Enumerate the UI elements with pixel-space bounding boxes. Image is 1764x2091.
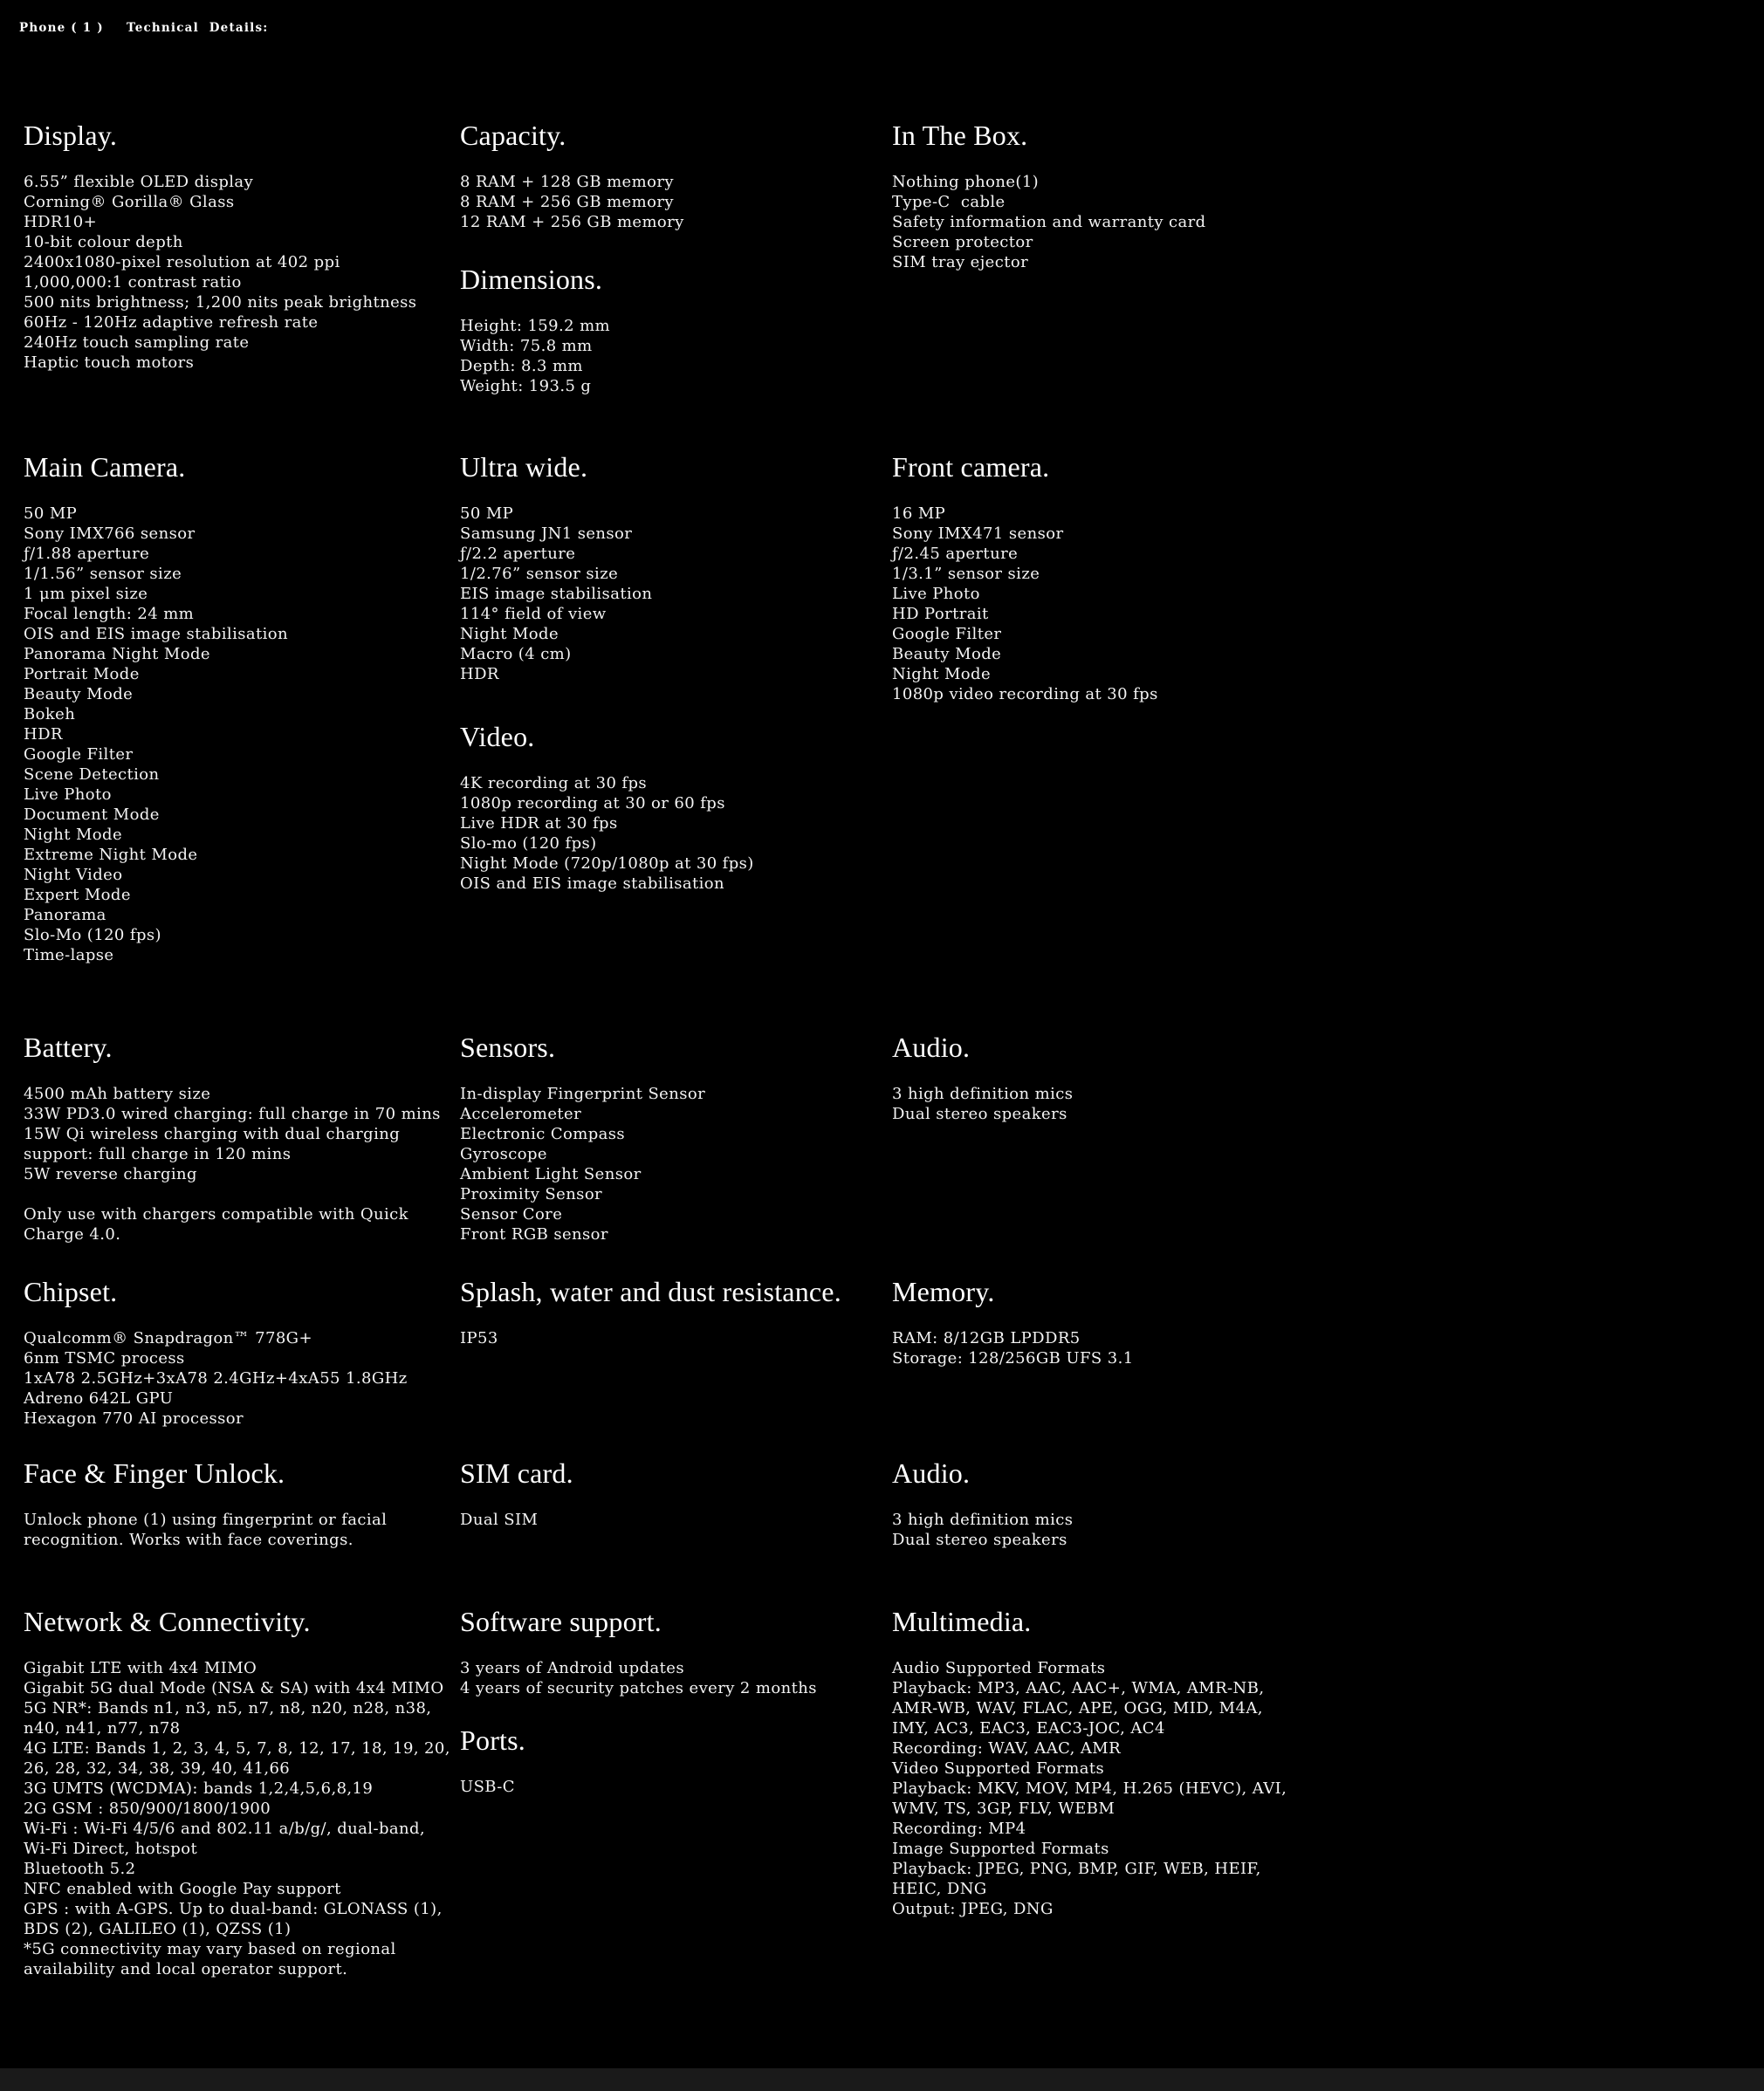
spec-line: Night Mode — [460, 625, 559, 643]
spec-line: Scene Detection — [24, 765, 160, 784]
spec-line: Sony IMX766 sensor — [24, 524, 196, 543]
section-title: Front camera. — [892, 451, 1050, 483]
section-video — [460, 721, 870, 894]
section-chipset — [24, 1276, 451, 1429]
spec-line: Extreme Night Mode — [24, 846, 198, 864]
spec-line: Accelerometer — [460, 1105, 582, 1123]
spec-line: NFC enabled with Google Pay support — [24, 1880, 341, 1898]
spec-line: Type-C cable — [892, 193, 1006, 211]
spec-line: 60Hz - 120Hz adaptive refresh rate — [24, 313, 319, 332]
spec-list — [460, 504, 870, 684]
spec-line: Hexagon 770 AI processor — [24, 1409, 244, 1428]
spec-line: 1/3.1” sensor size — [892, 565, 1040, 583]
spec-list — [460, 1510, 870, 1530]
spec-line: 2400x1080-pixel resolution at 402 ppi — [24, 253, 340, 271]
spec-line: 1080p recording at 30 or 60 fps — [460, 794, 725, 812]
section-title: Audio. — [892, 1032, 971, 1063]
spec-list — [460, 1084, 870, 1244]
spec-line: Panorama — [24, 906, 106, 924]
spec-line: 1xA78 2.5GHz+3xA78 2.4GHz+4xA55 1.8GHz — [24, 1369, 408, 1388]
spec-line: Slo-Mo (120 fps) — [24, 926, 161, 944]
section-ultra-wide — [460, 451, 870, 684]
spec-line: Height: 159.2 mm — [460, 317, 611, 335]
spec-line: Expert Mode — [24, 886, 131, 904]
spec-list — [24, 1328, 451, 1429]
spec-line: EIS image stabilisation — [460, 585, 653, 603]
section-title: In The Box. — [892, 120, 1028, 151]
section-title: Main Camera. — [24, 451, 186, 483]
spec-line: 10-bit colour depth — [24, 233, 183, 251]
spec-list — [892, 1084, 1304, 1124]
spec-line: Time-lapse — [24, 946, 114, 964]
spec-line: Recording: WAV, AAC, AMR — [892, 1739, 1122, 1758]
section-dimensions — [460, 264, 870, 396]
spec-list — [460, 1777, 870, 1797]
spec-list — [460, 773, 870, 894]
spec-line: Gigabit LTE with 4x4 MIMO — [24, 1659, 257, 1677]
spec-line: Output: JPEG, DNG — [892, 1900, 1054, 1918]
spec-line: *5G connectivity may vary based on regional availability and local operator support. — [24, 1940, 402, 1978]
spec-line: Qualcomm® Snapdragon™ 778G+ — [24, 1329, 312, 1347]
spec-line: Image Supported Formats — [892, 1840, 1109, 1858]
spec-line: Samsung JN1 sensor — [460, 524, 633, 543]
section-face-finger-unlock — [24, 1457, 451, 1550]
battery-note: Only use with chargers compatible with Quick Charge 4.0. — [24, 1205, 415, 1244]
spec-line: Slo-mo (120 fps) — [460, 834, 597, 853]
section-title: Audio. — [892, 1457, 971, 1489]
spec-list — [892, 172, 1304, 272]
section-in-the-box — [892, 120, 1304, 272]
spec-line: Google Filter — [892, 625, 1002, 643]
header-brand: Phone ( 1 ) — [19, 21, 104, 35]
spec-line: 1 μm pixel size — [24, 585, 148, 603]
spec-list — [460, 172, 870, 232]
spec-line: 3 high definition mics — [892, 1085, 1074, 1103]
spec-line: 50 MP — [24, 504, 78, 523]
spec-line: Nothing phone(1) — [892, 173, 1040, 191]
spec-line: Sensor Core — [460, 1205, 563, 1224]
section-multimedia — [892, 1606, 1304, 1919]
spec-line: 16 MP — [892, 504, 946, 523]
section-display — [24, 120, 451, 373]
spec-line: Playback: JPEG, PNG, BMP, GIF, WEB, HEIF, HEIC, DNG — [892, 1860, 1266, 1898]
spec-line: Portrait Mode — [24, 665, 140, 683]
spec-list — [460, 1658, 870, 1698]
spec-line: Ambient Light Sensor — [460, 1165, 642, 1183]
spec-line: Night Mode (720p/1080p at 30 fps) — [460, 854, 754, 873]
spec-line: Dual stereo speakers — [892, 1105, 1067, 1123]
spec-list — [24, 504, 451, 965]
section-title: Chipset. — [24, 1276, 118, 1307]
spec-line: Bluetooth 5.2 — [24, 1860, 136, 1878]
section-sim-card — [460, 1457, 870, 1530]
spec-line: 6.55” flexible OLED display — [24, 173, 254, 191]
spec-line: ƒ/1.88 aperture — [24, 545, 150, 563]
spec-line: 500 nits brightness; 1,200 nits peak brightness — [24, 293, 417, 312]
spec-line: Google Filter — [24, 745, 134, 764]
section-title: Video. — [460, 721, 535, 752]
spec-line: Depth: 8.3 mm — [460, 357, 583, 375]
section-title: SIM card. — [460, 1457, 573, 1489]
spec-line: IP53 — [460, 1329, 498, 1347]
spec-list — [892, 1510, 1304, 1550]
spec-line: Storage: 128/256GB UFS 3.1 — [892, 1349, 1134, 1368]
section-audio-1 — [892, 1032, 1304, 1124]
spec-line: HD Portrait — [892, 605, 989, 623]
section-title: Software support. — [460, 1606, 662, 1637]
spec-line: Electronic Compass — [460, 1125, 626, 1143]
spec-line: Front RGB sensor — [460, 1225, 608, 1244]
spec-line: Dual SIM — [460, 1511, 539, 1529]
spec-line: 33W PD3.0 wired charging: full charge in 70 mins — [24, 1105, 441, 1123]
spec-line: 3 years of Android updates — [460, 1659, 684, 1677]
spec-line: 114° field of view — [460, 605, 607, 623]
spec-line: 2G GSM : 850/900/1800/1900 — [24, 1800, 271, 1818]
section-title: Memory. — [892, 1276, 995, 1307]
spec-line: 4 years of security patches every 2 months — [460, 1679, 817, 1697]
section-software-support — [460, 1606, 870, 1698]
spec-list — [24, 172, 451, 373]
section-ports — [460, 1724, 870, 1797]
spec-line: Beauty Mode — [24, 685, 134, 703]
spec-line: 4G LTE: Bands 1, 2, 3, 4, 5, 7, 8, 12, 17, 18, 19, 20, 26, 28, 32, 34, 38, 39, 40, 41,66 — [24, 1739, 456, 1778]
section-memory — [892, 1276, 1304, 1368]
spec-line: 1/2.76” sensor size — [460, 565, 619, 583]
spec-line: Proximity Sensor — [460, 1185, 603, 1203]
spec-list — [460, 316, 870, 396]
section-title: Splash, water and dust resistance. — [460, 1276, 841, 1307]
spec-line: 1,000,000:1 contrast ratio — [24, 273, 242, 291]
spec-line: 5W reverse charging — [24, 1165, 197, 1183]
section-title: Face & Finger Unlock. — [24, 1457, 285, 1489]
spec-line: SIM tray ejector — [892, 253, 1029, 271]
spec-line: 50 MP — [460, 504, 514, 523]
spec-line: Beauty Mode — [892, 645, 1002, 663]
spec-line: Gyroscope — [460, 1145, 547, 1163]
spec-list — [892, 1658, 1304, 1919]
spec-line: Live Photo — [24, 785, 112, 804]
spec-line: Playback: MKV, MOV, MP4, H.265 (HEVC), AVI, WMV, TS, 3GP, FLV, WEBM — [892, 1779, 1293, 1818]
section-battery — [24, 1032, 451, 1244]
spec-list — [892, 1328, 1304, 1368]
spec-line: 15W Qi wireless charging with dual charging support: full charge in 120 mins — [24, 1125, 406, 1163]
spec-line: 4500 mAh battery size — [24, 1085, 211, 1103]
spec-line: HDR — [460, 665, 499, 683]
section-audio-2 — [892, 1457, 1304, 1550]
section-sensors — [460, 1032, 870, 1244]
spec-line: 1/1.56” sensor size — [24, 565, 182, 583]
spec-line: Playback: MP3, AAC, AAC+, WMA, AMR-NB, AMR-WB, WAV, FLAC, APE, OGG, MID, M4A, IMY, AC3, EAC3, EAC3-JOC, AC4 — [892, 1679, 1270, 1738]
spec-line: Night Video — [24, 866, 123, 884]
spec-line: 6nm TSMC process — [24, 1349, 185, 1368]
section-front-camera — [892, 451, 1304, 704]
section-title: Ultra wide. — [460, 451, 588, 483]
section-title: Battery. — [24, 1032, 113, 1063]
spec-list — [24, 1084, 451, 1184]
spec-line: 8 RAM + 128 GB memory — [460, 173, 674, 191]
section-title: Multimedia. — [892, 1606, 1032, 1637]
spec-list — [460, 1328, 879, 1348]
spec-line: Screen protector — [892, 233, 1033, 251]
section-main-camera — [24, 451, 451, 965]
spec-line: Recording: MP4 — [892, 1820, 1026, 1838]
spec-line: HDR — [24, 725, 63, 744]
spec-line: Corning® Gorilla® Glass — [24, 193, 235, 211]
section-title: Ports. — [460, 1724, 525, 1756]
footer-bar — [0, 2068, 1764, 2091]
spec-line: 4K recording at 30 fps — [460, 774, 648, 792]
spec-line: GPS : with A-GPS. Up to dual-band: GLONASS (1), BDS (2), GALILEO (1), QZSS (1) — [24, 1900, 448, 1938]
spec-line: 8 RAM + 256 GB memory — [460, 193, 674, 211]
spec-line: Adreno 642L GPU — [24, 1389, 174, 1408]
spec-line: Night Mode — [892, 665, 992, 683]
spec-line: Panorama Night Mode — [24, 645, 210, 663]
spec-line: OIS and EIS image stabilisation — [460, 874, 725, 893]
spec-line: RAM: 8/12GB LPDDR5 — [892, 1329, 1081, 1347]
spec-line: Sony IMX471 sensor — [892, 524, 1064, 543]
spec-line: Macro (4 cm) — [460, 645, 572, 663]
spec-line: USB-C — [460, 1778, 515, 1796]
spec-line: Night Mode — [24, 826, 123, 844]
spec-line: Document Mode — [24, 806, 160, 824]
section-title: Network & Connectivity. — [24, 1606, 311, 1637]
spec-line: Width: 75.8 mm — [460, 337, 593, 355]
spec-line: Haptic touch motors — [24, 353, 195, 372]
spec-line: OIS and EIS image stabilisation — [24, 625, 289, 643]
spec-line: HDR10+ — [24, 213, 98, 231]
section-title: Capacity. — [460, 120, 566, 151]
spec-line: Live HDR at 30 fps — [460, 814, 618, 833]
spec-line: Gigabit 5G dual Mode (NSA & SA) with 4x4 MIMO — [24, 1679, 444, 1697]
spec-line: 3 high definition mics — [892, 1511, 1074, 1529]
spec-line: Wi-Fi : Wi-Fi 4/5/6 and 802.11 a/b/g/, dual-band, Wi-Fi Direct, hotspot — [24, 1820, 431, 1858]
spec-list — [892, 504, 1304, 704]
section-network-connectivity — [24, 1606, 456, 1979]
spec-line: Unlock phone (1) using fingerprint or facial recognition. Works with face coverings. — [24, 1511, 393, 1549]
section-title: Display. — [24, 120, 118, 151]
spec-list — [24, 1658, 456, 1979]
section-title: Dimensions. — [460, 264, 603, 295]
spec-line: 5G NR*: Bands n1, n3, n5, n7, n8, n20, n28, n38, n40, n41, n77, n78 — [24, 1699, 437, 1738]
spec-line: Dual stereo speakers — [892, 1531, 1067, 1549]
spec-line: Bokeh — [24, 705, 76, 723]
spec-list — [24, 1510, 451, 1550]
spec-line: 3G UMTS (WCDMA): bands 1,2,4,5,6,8,19 — [24, 1779, 374, 1798]
spec-line: Audio Supported Formats — [892, 1659, 1106, 1677]
spec-line: In-display Fingerprint Sensor — [460, 1085, 706, 1103]
spec-line: Video Supported Formats — [892, 1759, 1105, 1778]
section-capacity — [460, 120, 870, 232]
spec-line: Safety information and warranty card — [892, 213, 1206, 231]
spec-line: Focal length: 24 mm — [24, 605, 195, 623]
spec-line: 1080p video recording at 30 fps — [892, 685, 1158, 703]
spec-line: ƒ/2.45 aperture — [892, 545, 1019, 563]
spec-line: ƒ/2.2 aperture — [460, 545, 576, 563]
header-title: Technical Details: — [127, 21, 269, 35]
spec-line: Live Photo — [892, 585, 980, 603]
section-splash-water-dust — [460, 1276, 879, 1348]
section-title: Sensors. — [460, 1032, 556, 1063]
spec-line: Weight: 193.5 g — [460, 377, 592, 395]
spec-line: 240Hz touch sampling rate — [24, 333, 250, 352]
spec-line: 12 RAM + 256 GB memory — [460, 213, 684, 231]
